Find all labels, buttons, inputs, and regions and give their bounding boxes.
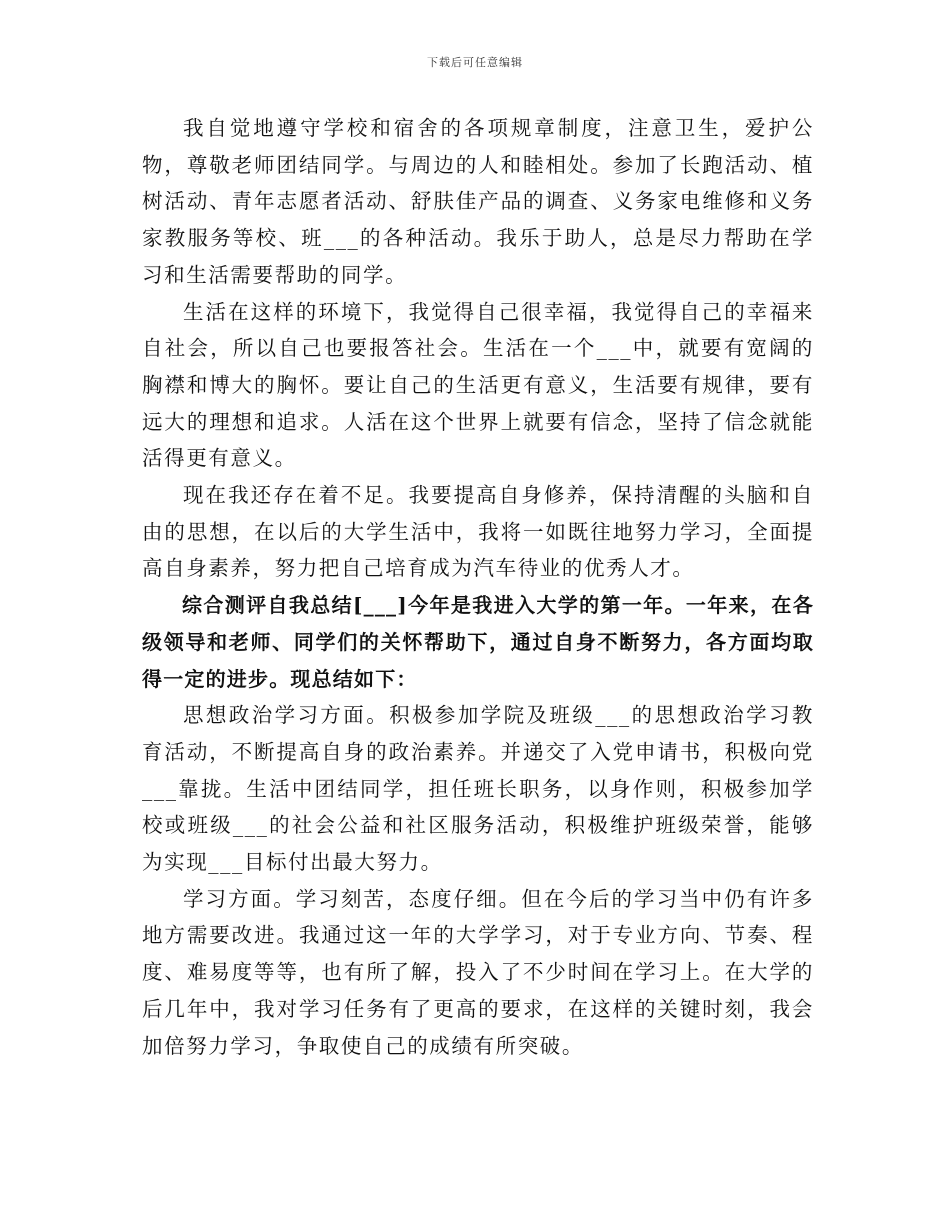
paragraph-study: 学习方面。学习刻苦，态度仔细。但在今后的学习当中仍有许多地方需要改进。我通过这一年的大学学习，对于专业方向、节奏、程度、难易度等等，也有所了解，投入了不少时间在学习上。在大学的后几年中，我对学习任务有了更高的要求，在这样的关键时刻，我会加倍努力学习，争取使自己的成绩有所突破。: [142, 886, 814, 1058]
page-header: 下载后可任意编辑: [427, 56, 523, 69]
paragraph-conduct: 我自觉地遵守学校和宿舍的各项规章制度，注意卫生，爱护公物，尊敬老师团结同学。与周边的人和睦相处。参加了长跑活动、植树活动、青年志愿者活动、舒肤佳产品的调查、义务家电维修和义务家教服务等校、班___的各种活动。我乐于助人，总是尽力帮助在学习和生活需要帮助的同学。: [142, 116, 814, 287]
section-heading-summary: 综合测评自我总结[___]今年是我进入大学的第一年。一年来，在各级领导和老师、同学们的关怀帮助下，通过自身不断努力，各方面均取得一定的进步。现总结如下：: [142, 593, 814, 691]
document-body: [142, 110, 814, 1064]
paragraph-political-study: 思想政治学习方面。积极参加学院及班级___的思想政治学习教育活动，不断提高自身的政治素养。并递交了入党申请书，积极向党___靠拢。生活中团结同学，担任班长职务，以身作则，积极参加学校或班级___的社会公益和社区服务活动，积极维护班级荣誉，能够为实现___目标付出最大努力。: [142, 703, 814, 875]
paragraph-life: 生活在这样的环境下，我觉得自己很幸福，我觉得自己的幸福来自社会，所以自己也要报答社会。生活在一个___中，就要有宽阔的胸襟和博大的胸怀。要让自己的生活更有意义，生活要有规律，要有远大的理想和追求。人活在这个世界上就要有信念，坚持了信念就能活得更有意义。: [142, 299, 814, 471]
paragraph-shortcomings: 现在我还存在着不足。我要提高自身修养，保持清醒的头脑和自由的思想，在以后的大学生活中，我将一如既往地努力学习，全面提高自身素养，努力把自己培育成为汽车待业的优秀人才。: [142, 483, 814, 581]
